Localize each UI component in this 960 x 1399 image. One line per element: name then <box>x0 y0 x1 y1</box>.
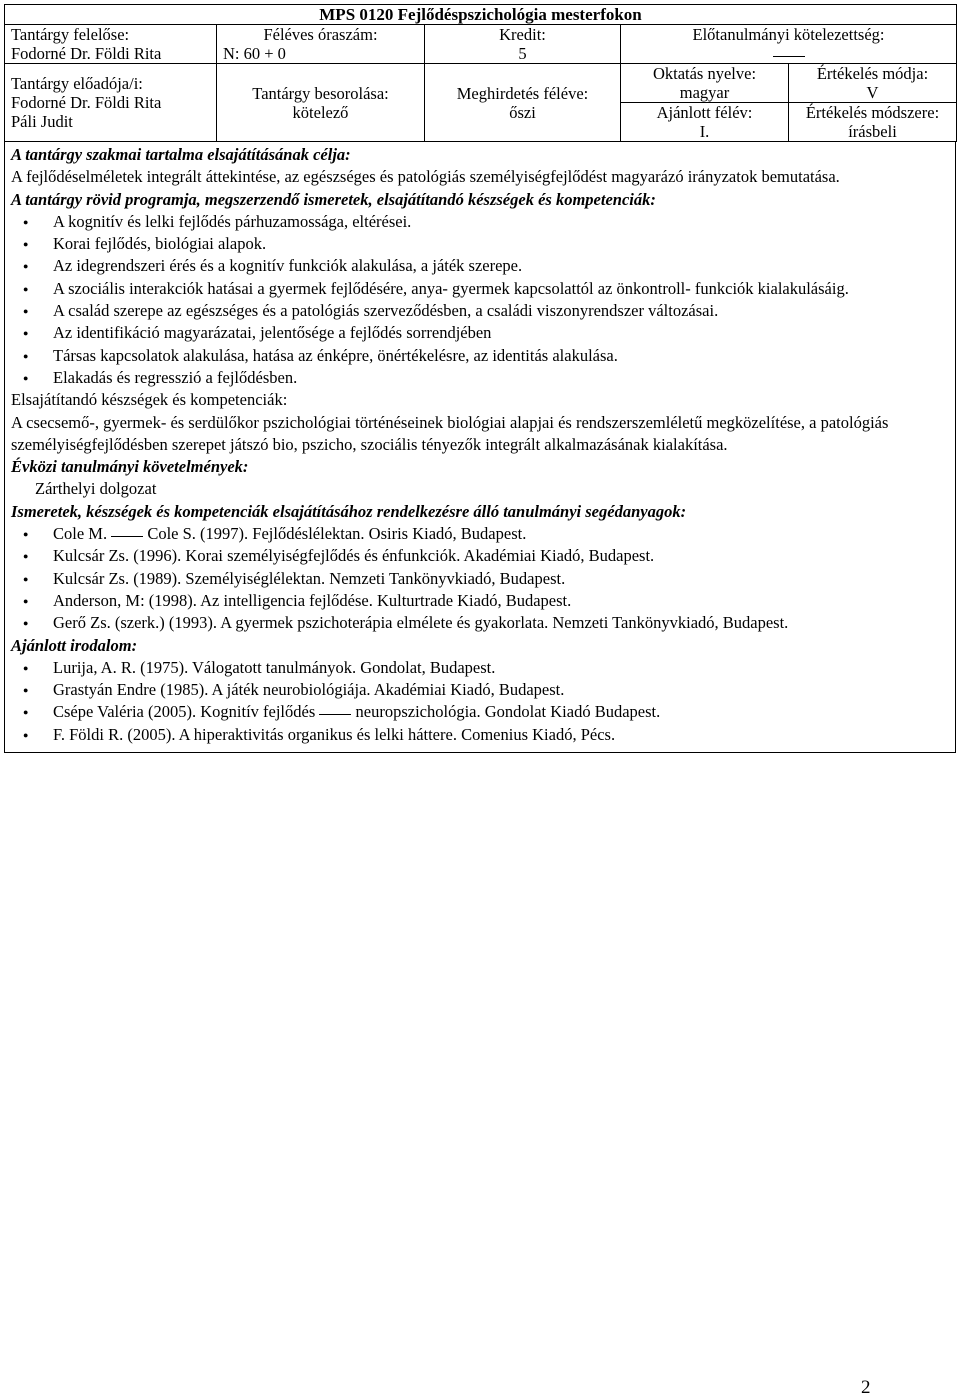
aim-heading: A tantárgy szakmai tartalma elsajátításának célja: <box>11 145 351 164</box>
hours-label: Féléves óraszám: <box>263 25 378 44</box>
announced-label: Meghirdetés féléve: <box>456 83 589 103</box>
responsible-name: Fodorné Dr. Földi Rita <box>11 44 162 63</box>
list-item: ● Az idegrendszeri érés és a kognitív funkciók alakulása, a játék szerepe. <box>53 255 949 277</box>
lecturer-name-2: Páli Judit <box>11 112 73 131</box>
literature-list <box>11 657 949 746</box>
lecturer-cell <box>5 64 217 142</box>
course-title: MPS 0120 Fejlődéspszichológia mesterfokon <box>5 5 957 25</box>
lecturer-name-1: Fodorné Dr. Földi Rita <box>11 93 162 112</box>
program-list <box>11 211 949 389</box>
list-item <box>53 701 949 723</box>
list-item: ● Gerő Zs. (szerk.) (1993). A gyermek pszichoterápia elmélete és gyakorlata. Nemzeti Tankönyvkiadó, Budapest. <box>53 612 949 634</box>
literature-heading: Ajánlott irodalom: <box>11 635 138 655</box>
literature-3-start: Csépe Valéria (2005). Kognitív fejlődés <box>53 702 316 722</box>
page-number: 2 <box>861 1377 871 1398</box>
list-item <box>53 523 949 545</box>
announced-value: őszi <box>509 102 536 122</box>
language-cell <box>621 64 789 103</box>
eval-mode-label: Értékelés módja: <box>816 64 929 83</box>
list-item: ● Korai fejlődés, biológiai alapok. <box>53 233 949 255</box>
prereq-cell <box>621 25 957 64</box>
recommended-value: I. <box>699 122 710 141</box>
language-label: Oktatás nyelve: <box>652 64 757 83</box>
classification-label: Tantárgy besorolása: <box>252 83 389 103</box>
recommended-label: Ajánlott félév: <box>656 103 753 122</box>
requirements-heading: Évközi tanulmányi követelmények: <box>11 457 249 477</box>
material-1-author: Cole M. <box>53 524 108 544</box>
list-item: ● Társas kapcsolatok alakulása, hatása az énképre, önértékelésre, az identitás alakulása. <box>53 345 949 367</box>
literature-3-end: neuropszichológia. Gondolat Kiadó Budapest. <box>355 702 661 722</box>
list-item: ● Kulcsár Zs. (1996). Korai személyiségfejlődés és énfunkciók. Akadémiai Kiadó, Budapest. <box>53 545 949 567</box>
aim-text: A fejlődéselméletek integrált áttekintése, az egészséges és patológiás személyiségfejlődést magyarázó irányzatok bemutatása. <box>11 167 840 187</box>
list-item: ● Az identifikáció magyarázatai, jelentősége a fejlődés sorrendjében <box>53 322 949 344</box>
list-item: ● Grastyán Endre (1985). A játék neurobiológiája. Akadémiai Kiadó, Budapest. <box>53 679 949 701</box>
language-value: magyar <box>679 83 730 102</box>
materials-list <box>11 523 949 634</box>
credit-cell <box>425 25 621 64</box>
dash-separator <box>111 536 143 537</box>
dash-separator <box>319 714 351 715</box>
skills-heading: Elsajátítandó készségek és kompetenciák: <box>11 390 288 410</box>
classification-value: kötelező <box>292 102 349 122</box>
eval-mode-cell <box>789 64 957 103</box>
course-sheet <box>4 4 956 753</box>
course-header-table <box>4 4 957 142</box>
list-item: ● A szociális interakciók hatásai a gyermek fejlődésére, anya- gyermek kapcsolattól az önkontroll- funkciók kialakulásáig. <box>53 278 949 300</box>
list-item: ● Kulcsár Zs. (1989). Személyiséglélektan. Nemzeti Tankönyvkiadó, Budapest. <box>53 568 949 590</box>
course-content <box>4 142 956 753</box>
recommended-cell <box>621 103 789 142</box>
credit-value: 5 <box>518 44 527 63</box>
hours-value: N: 60 + 0 <box>223 44 286 63</box>
responsible-cell <box>5 25 217 64</box>
eval-mode-value: V <box>866 83 879 102</box>
announced-cell <box>425 64 621 142</box>
skills-text: A csecsemő-, gyermek- és serdülőkor pszichológiai történéseinek biológiai alapjai és rendszerszemléletű megközelítése, a patológiás személyiségfejlődésben szerepet játszó bio, pszicho, szociális tényezők integrált alkalmazásának kialakítása. <box>11 412 889 454</box>
requirements-text: Zárthelyi dolgozat <box>35 479 157 499</box>
classification-cell <box>217 64 425 142</box>
prereq-label: Előtanulmányi kötelezettség: <box>692 25 885 44</box>
list-item: ● Anderson, M: (1998). Az intelligencia fejlődése. Kulturtrade Kiadó, Budapest. <box>53 590 949 612</box>
program-heading: A tantárgy rövid programja, megszerzendő ismeretek, elsajátítandó készségek és kompetenciák: <box>11 189 656 209</box>
eval-method-cell <box>789 103 957 142</box>
list-item: ● Lurija, A. R. (1975). Válogatott tanulmányok. Gondolat, Budapest. <box>53 657 949 679</box>
eval-method-label: Értékelés módszere: <box>805 103 940 122</box>
hours-cell <box>217 25 425 64</box>
credit-label: Kredit: <box>499 25 546 44</box>
lecturer-label: Tantárgy előadója/i: <box>11 74 143 93</box>
list-item: ● A család szerepe az egészséges és a patológiás szerveződésben, a családi viszonyrendszer változásai. <box>53 300 949 322</box>
list-item: ● F. Földi R. (2005). A hiperaktivitás organikus és lelki háttere. Comenius Kiadó, Pécs. <box>53 724 949 746</box>
list-item: ● A kognitív és lelki fejlődés párhuzamossága, eltérései. <box>53 211 949 233</box>
eval-method-value: írásbeli <box>848 122 897 141</box>
materials-heading: Ismeretek, készségek és kompetenciák elsajátításához rendelkezésre álló tanulmányi segédanyagok: <box>11 501 687 521</box>
responsible-label: Tantárgy felelőse: <box>11 25 130 44</box>
prereq-none-dash <box>773 56 805 57</box>
list-item: ● Elakadás és regresszió a fejlődésben. <box>53 367 949 389</box>
material-1-rest: Cole S. (1997). Fejlődéslélektan. Osiris Kiadó, Budapest. <box>147 524 527 544</box>
